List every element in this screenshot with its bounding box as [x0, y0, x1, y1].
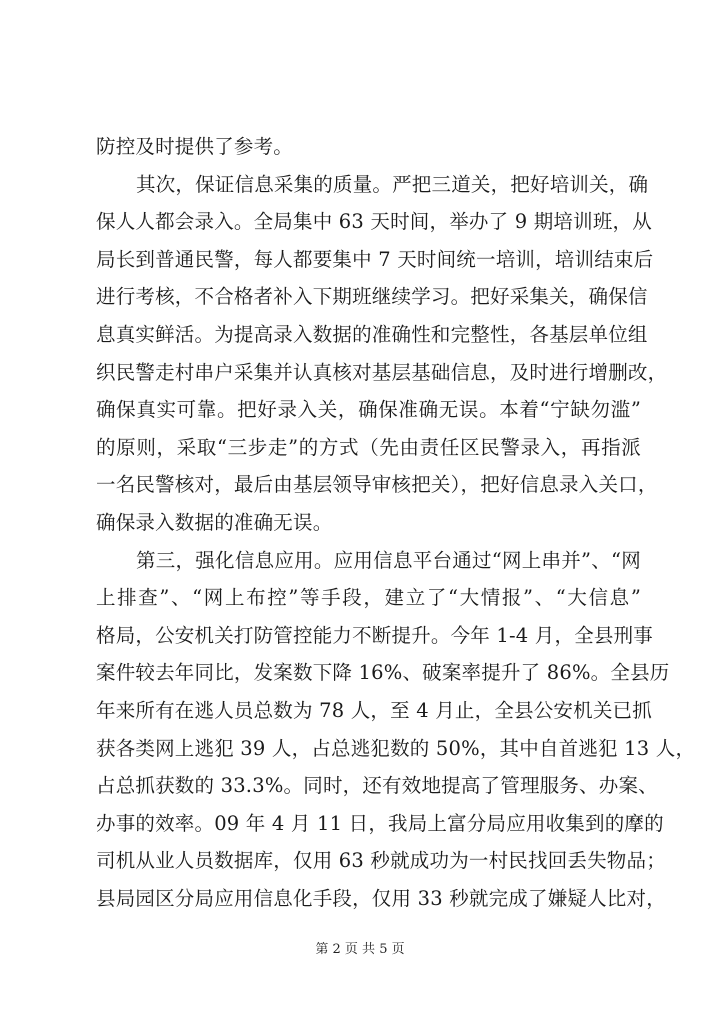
text-line: 确保录入数据的准确无误。	[96, 510, 333, 534]
text-line: 格局，公安机关打防管控能力不断提升。今年 1-4 月，全县刑事	[96, 623, 653, 647]
text-line: 的原则，采取“三步走”的方式（先由责任区民警录入，再指派	[96, 435, 641, 459]
text-line: 保人人都会录入。全局集中 63 天时间，举办了 9 期培训班，从	[96, 210, 652, 234]
text-line: 进行考核，不合格者补入下期班继续学习。把好采集关，确保信	[96, 285, 648, 309]
text-line: 年来所有在逃人员总数为 78 人，至 4 月止，全县公安机关已抓	[96, 698, 652, 722]
text-line: 织民警走村串户采集并认真核对基层基础信息，及时进行增删改，	[96, 360, 668, 384]
paragraph-start-line: 其次，保证信息采集的质量。严把三道关，把好培训关，确	[136, 172, 649, 196]
text-line: 司机从业人员数据库，仅用 63 秒就成功为一村民找回丢失物品；	[96, 849, 666, 873]
body-text	[96, 128, 696, 917]
text-line: 获各类网上逃犯 39 人，占总逃犯数的 50%，其中自首逃犯 13 人，	[96, 736, 696, 760]
text-line: 局长到普通民警，每人都要集中 7 天时间统一培训，培训结束后	[96, 247, 654, 271]
page-number-footer: 第 2 页 共 5 页	[315, 942, 405, 957]
text-line: 一名民警核对，最后由基层领导审核把关），把好信息录入关口，	[96, 473, 658, 497]
text-line: 息真实鲜活。为提高录入数据的准确性和完整性，各基层单位组	[96, 322, 648, 346]
text-line: 确保真实可靠。把好录入关，确保准确无误。本着“宁缺勿滥”	[96, 398, 641, 422]
text-line: 上排查”、“网上布控”等手段，建立了“大情报”、“大信息”	[96, 586, 641, 610]
text-line: 县局园区分局应用信息化手段，仅用 33 秒就完成了嫌疑人比对，	[96, 886, 666, 910]
text-line: 占总抓获数的 33.3%。同时，还有效地提高了管理服务、办案、	[96, 774, 658, 798]
text-line: 案件较去年同比，发案数下降 16%、破案率提升了 86%。全县历	[96, 661, 670, 685]
paragraph-start-line: 第三，强化信息应用。应用信息平台通过“网上串并”、“网	[136, 548, 641, 572]
text-line: 办事的效率。09 年 4 月 11 日，我局上富分局应用收集到的摩的	[96, 811, 664, 835]
text-line: 防控及时提供了参考。	[96, 135, 294, 158]
